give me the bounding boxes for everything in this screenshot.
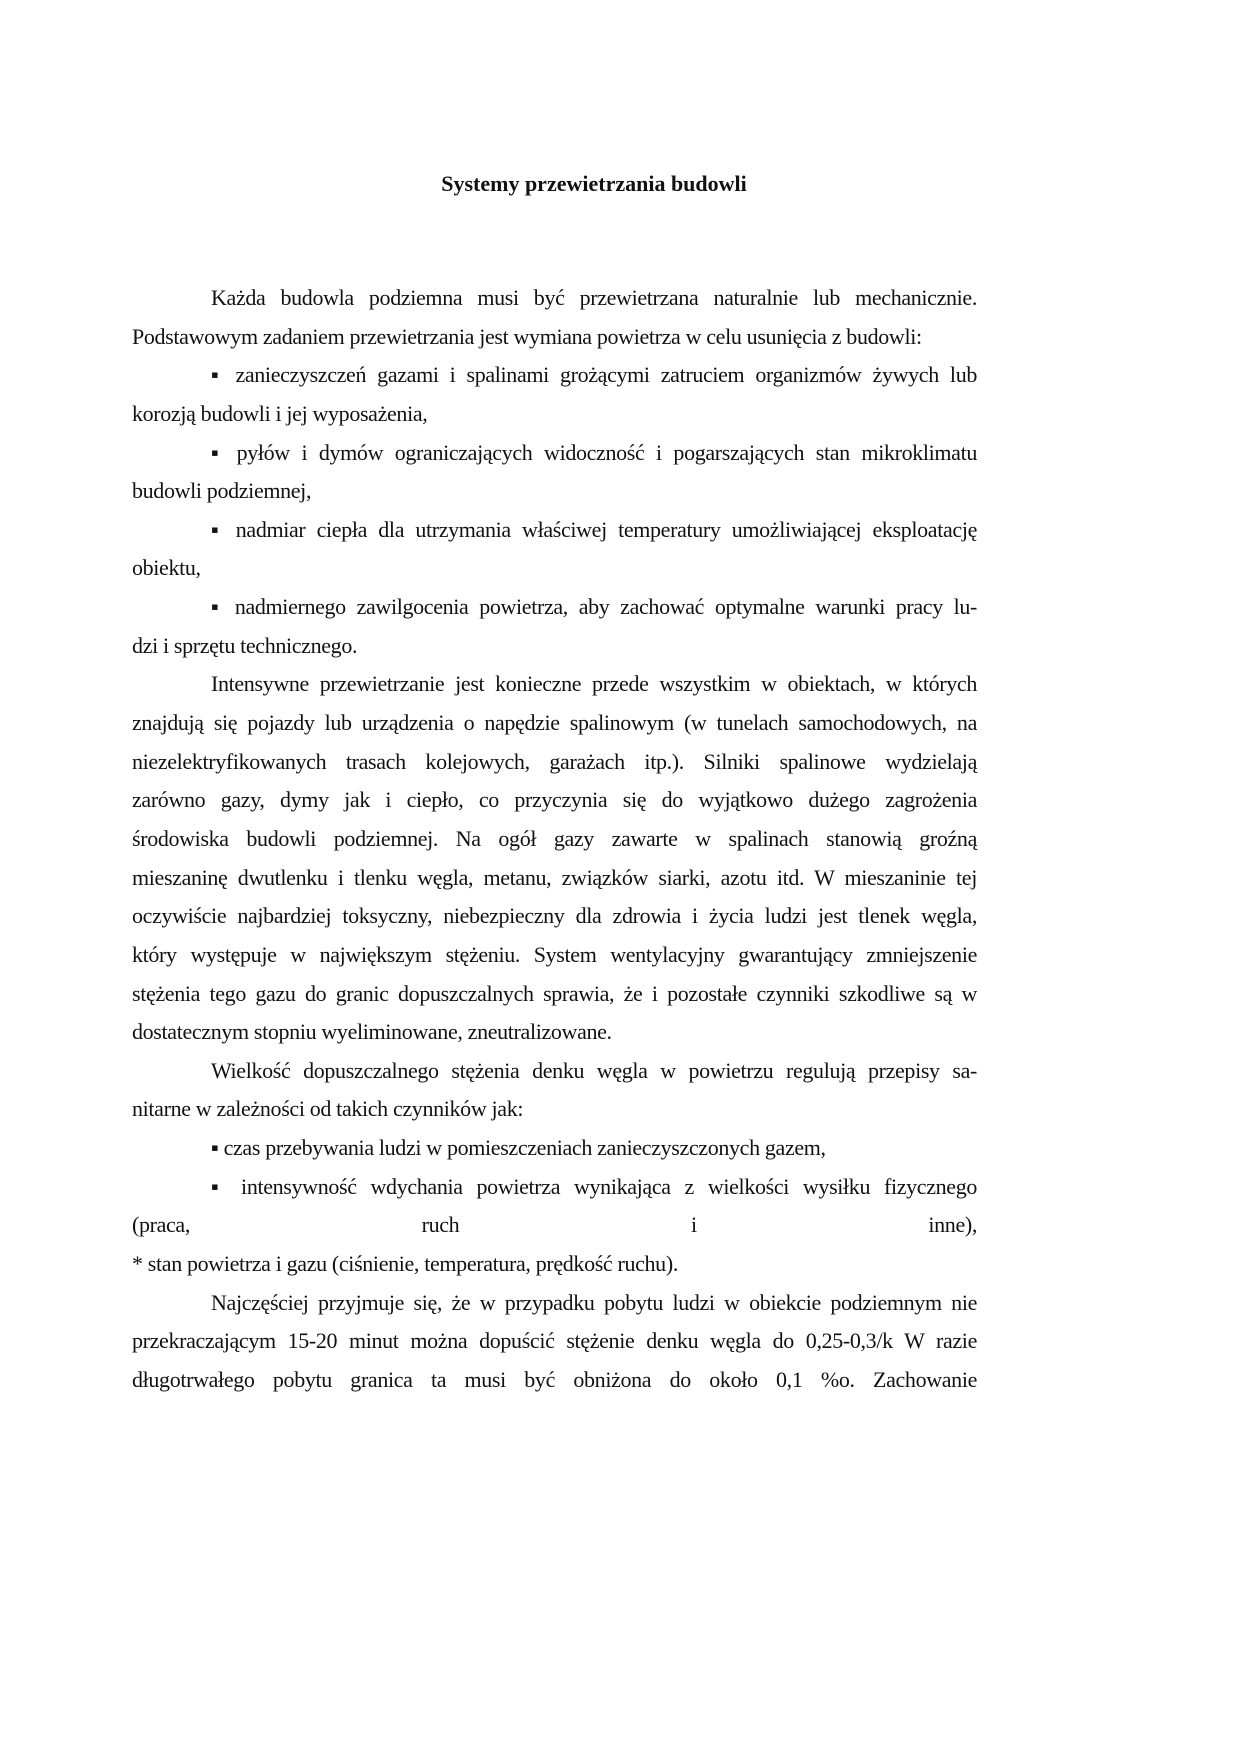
bullet-line: ▪ intensywność wdychania powietrza wynikająca z wielkości wysiłku fizycznego (211, 1173, 977, 1199)
text-line: Podstawowym zadaniem przewietrzania jest wymiana powietrza w celu usunięcia z budowli: (132, 323, 922, 349)
text-line: mieszaninę dwutlenku i tlenku węgla, metanu, związków siarki, azotu itd. W mieszaninie tej (132, 864, 977, 890)
text-line: dzi i sprzętu technicznego. (132, 632, 358, 658)
text-line: budowli podziemnej, (132, 478, 312, 504)
text-line: który występuje w największym stężeniu. System wentylacyjny gwarantujący zmniejszenie (132, 941, 977, 967)
text-line: środowiska budowli podziemnej. Na ogół gazy zawarte w spalinach stanowią groźną (132, 825, 977, 851)
text-line: nitarne w zależności od takich czynników jak: (132, 1096, 524, 1122)
bullet-line: ▪ zanieczyszczeń gazami i spalinami grożącymi zatruciem organizmów żywych lub (211, 362, 977, 388)
text-line: Każda budowla podziemna musi być przewietrzana naturalnie lub mechanicznie. (211, 285, 977, 310)
bullet-line: ▪ nadmiar ciepła dla utrzymania właściwej temperatury umożliwiającej eksploatację (211, 516, 977, 542)
bullet-line: * stan powietrza i gazu (ciśnienie, temperatura, prędkość ruchu). (132, 1251, 678, 1277)
text-line: stężenia tego gazu do granic dopuszczalnych sprawia, że i pozostałe czynniki szkodliwe są w (132, 980, 977, 1006)
text-line: znajdują się pojazdy lub urządzenia o napędzie spalinowym (w tunelach samochodowych, na (132, 710, 977, 736)
text-line: Intensywne przewietrzanie jest konieczne przede wszystkim w obiektach, w których (211, 671, 977, 697)
text-line: dostatecznym stopniu wyeliminowane, zneutralizowane. (132, 1019, 612, 1045)
text-line: (praca, ruch i inne), (132, 1212, 977, 1238)
bullet-line: ▪ czas przebywania ludzi w pomieszczeniach zanieczyszczonych gazem, (211, 1135, 826, 1161)
text-line: Najczęściej przyjmuje się, że w przypadku pobytu ludzi w obiekcie podziemnym nie (211, 1289, 977, 1315)
document-body (132, 279, 977, 1400)
bullet-line: ▪ nadmiernego zawilgocenia powietrza, aby zachować optymalne warunki pracy lu- (211, 594, 977, 620)
text-line: korozją budowli i jej wyposażenia, (132, 400, 428, 426)
document-title: Systemy przewietrzania budowli (441, 171, 747, 196)
text-line: obiektu, (132, 555, 201, 581)
text-line: niezelektryfikowanych trasach kolejowych, garażach itp.). Silniki spalinowe wydzielają (132, 748, 977, 774)
text-line: Wielkość dopuszczalnego stężenia denku węgla w powietrzu regulują przepisy sa- (211, 1057, 977, 1083)
bullet-line: ▪ pyłów i dymów ograniczających widoczność i pogarszających stan mikroklimatu (211, 439, 977, 465)
text-line: długotrwałego pobytu granica ta musi być obniżona do około 0,1 %o. Zachowanie (132, 1366, 977, 1392)
text-line: przekraczającym 15-20 minut można dopuścić stężenie denku węgla do 0,25-0,3/k W razie (132, 1328, 977, 1354)
text-line: zarówno gazy, dymy jak i ciepło, co przyczynia się do wyjątkowo dużego zagrożenia (132, 787, 977, 813)
text-line: oczywiście najbardziej toksyczny, niebezpieczny dla zdrowia i życia ludzi jest tlenek węgla, (132, 903, 977, 929)
